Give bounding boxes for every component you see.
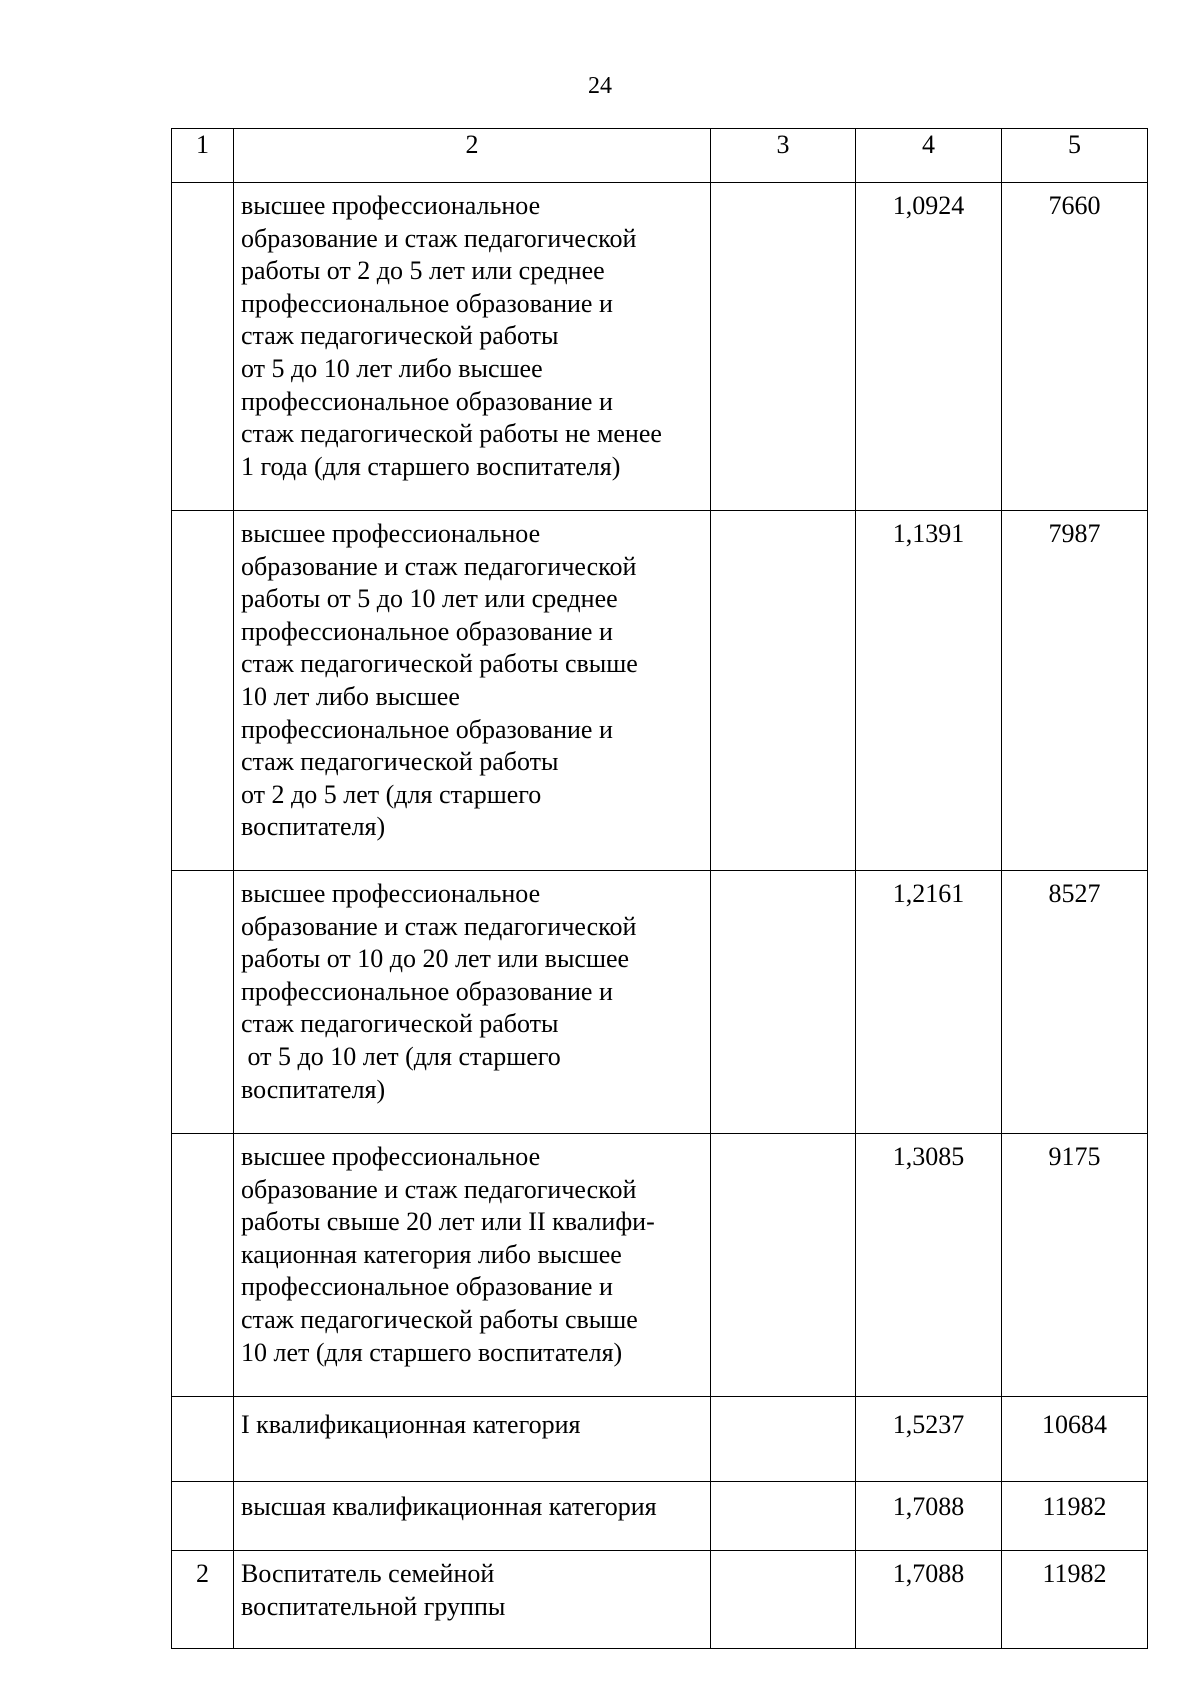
table-row [172,511,1148,871]
description-line: Воспитатель семейной [241,1559,495,1588]
description-line: 10 лет (для старшего воспитателя) [241,1337,623,1367]
row-number-cell [172,511,234,871]
row-number-cell [172,1482,234,1551]
description-line: работы свыше 20 лет или II квалифи- [241,1207,655,1237]
row-number-cell [172,871,234,1134]
description-line: стаж педагогической работы свыше [241,1304,638,1334]
table-row [172,183,1148,511]
description-line: высшее профессиональное [241,1142,541,1171]
coefficient-cell: 1,2161 [856,871,1002,1134]
qualification-description-cell [234,1551,711,1649]
description-line: стаж педагогической работы свыше [241,649,638,679]
description-line: образование и стаж педагогической [241,911,637,941]
salary-cell: 9175 [1002,1134,1148,1397]
table-row [172,1134,1148,1397]
header-cell-col4: 4 [856,129,1002,183]
description-line: стаж педагогической работы не менее [241,419,662,449]
salary-coefficient-table [171,128,1148,1649]
description-line: от 5 до 10 лет (для старшего [241,1041,561,1071]
coefficient-cell: 1,1391 [856,511,1002,871]
description-line: стаж педагогической работы [241,1009,559,1039]
coefficient-cell: 1,5237 [856,1397,1002,1482]
header-cell-col1: 1 [172,129,234,183]
page-number: 24 [588,73,612,99]
description-line: профессиональное образование и [241,714,613,744]
column3-cell [711,1551,856,1649]
description-line: I квалификационная категория [241,1410,581,1439]
salary-cell: 8527 [1002,871,1148,1134]
description-line: стаж педагогической работы [241,321,559,351]
salary-cell: 7987 [1002,511,1148,871]
column3-cell [711,871,856,1134]
description-line: от 2 до 5 лет (для старшего [241,779,542,809]
description-line: профессиональное образование и [241,386,613,416]
description-line: образование и стаж педагогической [241,1174,637,1204]
coefficient-cell: 1,0924 [856,183,1002,511]
description-line: от 5 до 10 лет либо высшее [241,353,543,383]
column3-cell [711,511,856,871]
description-line: работы от 5 до 10 лет или среднее [241,584,618,614]
description-line: образование и стаж педагогической [241,551,637,581]
coefficient-cell: 1,7088 [856,1482,1002,1551]
column3-cell [711,1397,856,1482]
description-line: профессиональное образование и [241,976,613,1006]
description-line: профессиональное образование и [241,616,613,646]
table-row [172,1551,1148,1649]
qualification-description-cell [234,183,711,511]
table-row [172,1482,1148,1551]
description-line: 10 лет либо высшее [241,681,460,711]
description-line: работы от 2 до 5 лет или среднее [241,256,605,286]
description-line: кационная категория либо высшее [241,1239,622,1269]
description-line: высшее профессиональное [241,879,541,908]
header-cell-col2: 2 [234,129,711,183]
description-line: профессиональное образование и [241,288,613,318]
header-cell-col5: 5 [1002,129,1148,183]
row-number-cell [172,1134,234,1397]
qualification-description-cell [234,1482,711,1551]
description-line: 1 года (для старшего воспитателя) [241,451,621,481]
description-line: воспитателя) [241,812,386,842]
row-number-cell [172,183,234,511]
coefficient-cell: 1,3085 [856,1134,1002,1397]
column3-cell [711,183,856,511]
column3-cell [711,1482,856,1551]
coefficient-cell: 1,7088 [856,1551,1002,1649]
description-line: стаж педагогической работы [241,747,559,777]
description-line: высшая квалификационная категория [241,1492,657,1521]
salary-cell: 7660 [1002,183,1148,511]
table-row [172,1397,1148,1482]
description-line: высшее профессиональное [241,191,541,220]
header-cell-col3: 3 [711,129,856,183]
column3-cell [711,1134,856,1397]
row-number-cell: 2 [172,1551,234,1649]
qualification-description-cell [234,511,711,871]
table-header-row [172,129,1148,183]
salary-cell: 11982 [1002,1482,1148,1551]
description-line: воспитателя) [241,1074,386,1104]
description-line: высшее профессиональное [241,519,541,548]
row-number-cell [172,1397,234,1482]
description-line: образование и стаж педагогической [241,223,637,253]
description-line: профессиональное образование и [241,1272,613,1302]
qualification-description-cell [234,871,711,1134]
table-row [172,871,1148,1134]
salary-cell: 11982 [1002,1551,1148,1649]
qualification-description-cell [234,1134,711,1397]
qualification-description-cell [234,1397,711,1482]
description-line: работы от 10 до 20 лет или высшее [241,944,630,974]
description-line: воспитательной группы [241,1591,506,1621]
salary-cell: 10684 [1002,1397,1148,1482]
